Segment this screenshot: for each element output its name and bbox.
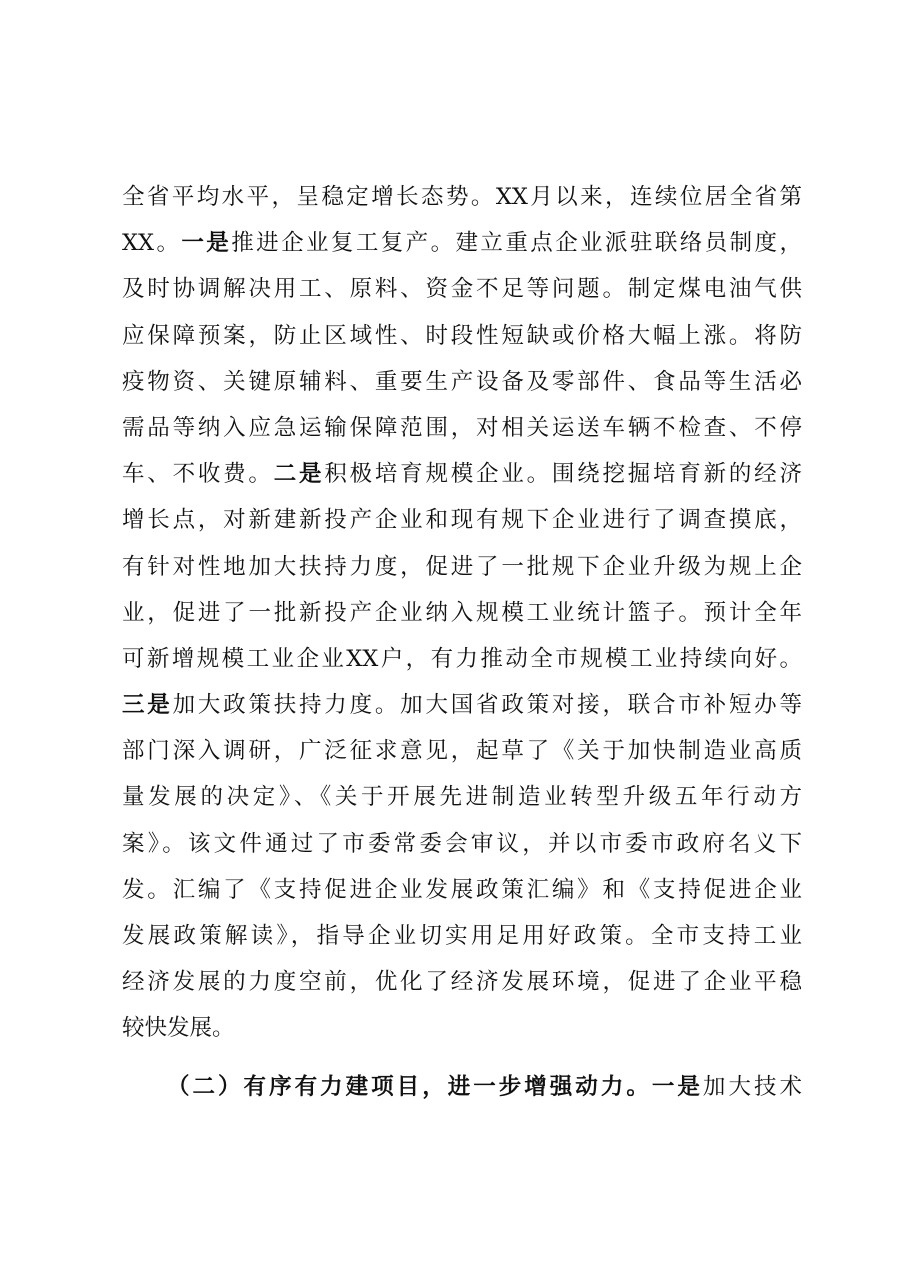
text-run: 有针对性地加大扶持力度，促进了一批规下企业升级为规上企 — [122, 553, 802, 580]
text-line — [122, 682, 802, 728]
text-run: 加大技术 — [702, 1073, 802, 1100]
text-run: 及时协调解决用工、原料、资金不足等问题。制定煤电油气供 — [122, 276, 802, 303]
text-line — [122, 313, 802, 359]
text-line — [122, 174, 802, 220]
text-run: 可新增规模工业企业XX户，有力推动全市规模工业持续向好。 — [122, 645, 802, 672]
bold-marker: 一是 — [181, 230, 232, 257]
text-run: 发。汇编了《支持促进企业发展政策汇编》和《支持促进企业 — [122, 876, 802, 903]
text-run: 需品等纳入应急运输保障范围，对相关运送车辆不检查、不停 — [122, 414, 802, 441]
text-line — [122, 497, 802, 543]
text-line — [122, 913, 802, 959]
text-run: 较快发展。 — [122, 1015, 235, 1042]
text-line — [122, 451, 802, 497]
text-run: 加大政策扶持力度。加大国省政策对接，联合市补短办等 — [172, 692, 802, 719]
bold-marker: 二是 — [273, 461, 325, 488]
text-run: 增长点，对新建新投产企业和现有规下企业进行了调查摸底， — [122, 507, 802, 534]
section-heading: （二）有序有力建项目，进一步增强动力。 — [167, 1073, 652, 1100]
text-run: 全省平均水平，呈稳定增长态势。XX月以来，连续位居全省第 — [122, 184, 802, 210]
text-line — [122, 636, 802, 682]
paragraph-gap — [122, 1052, 802, 1064]
text-run: 案》。该文件通过了市委常委会审议，并以市委市政府名义下 — [122, 830, 802, 857]
text-line — [122, 867, 802, 913]
text-line — [122, 405, 802, 451]
text-run: 积极培育规模企业。围绕挖掘培育新的经济 — [324, 461, 802, 488]
text-run: 发展政策解读》，指导企业切实用足用好政策。全市支持工业 — [122, 923, 802, 949]
bold-marker: 一是 — [651, 1073, 703, 1100]
text-line — [122, 1005, 802, 1051]
section-heading-line — [122, 1064, 802, 1110]
text-line — [122, 544, 802, 590]
document-body — [122, 174, 802, 1110]
bold-marker: 三是 — [122, 692, 173, 719]
text-run: 车、不收费。 — [122, 461, 274, 488]
text-run: 疫物资、关键原辅料、重要生产设备及零部件、食品等生活必 — [122, 368, 802, 395]
text-line — [122, 590, 802, 636]
text-run: 部门深入调研，广泛征求意见，起草了《关于加快制造业高质 — [122, 738, 802, 765]
text-run: 推进企业复工复产。建立重点企业派驻联络员制度， — [231, 230, 802, 257]
text-line — [122, 266, 802, 312]
text-line — [122, 959, 802, 1005]
text-line — [122, 728, 802, 774]
text-run: 业，促进了一批新投产企业纳入规模工业统计篮子。预计全年 — [122, 599, 802, 626]
text-run: 应保障预案，防止区域性、时段性短缺或价格大幅上涨。将防 — [122, 322, 802, 349]
text-run: XX。 — [122, 230, 182, 257]
text-line — [122, 220, 802, 266]
text-run: 量发展的决定》、《关于开展先进制造业转型升级五年行动方 — [122, 784, 802, 811]
text-run: 经济发展的力度空前，优化了经济发展环境，促进了企业平稳 — [122, 969, 802, 996]
text-line — [122, 774, 802, 820]
text-line — [122, 359, 802, 405]
text-line — [122, 821, 802, 867]
